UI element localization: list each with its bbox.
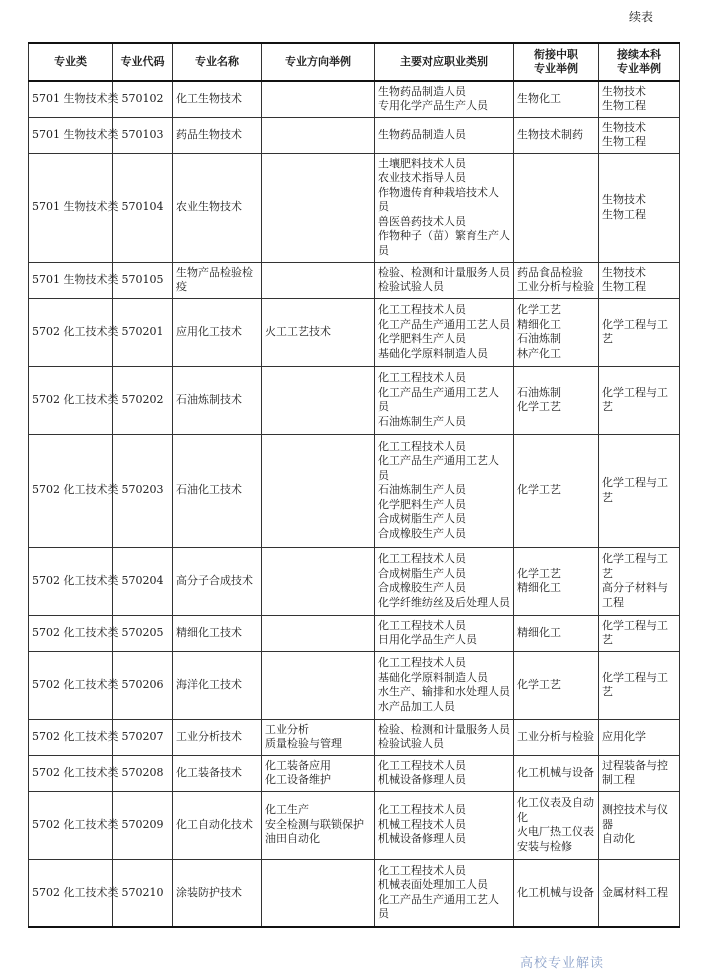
bachelor-cell xyxy=(599,651,680,719)
table-row xyxy=(29,615,680,651)
cell-line: 农业生物技术 xyxy=(176,200,242,214)
jobs-cell xyxy=(375,262,514,298)
cell-line: 化工工程技术人员 xyxy=(378,803,466,817)
direction-cell xyxy=(262,153,375,262)
secondary-cell xyxy=(514,298,599,366)
cell-line: 机械设备修理人员 xyxy=(378,773,466,786)
cell-line: 海洋化工技术 xyxy=(176,677,242,691)
cell-line: 员 xyxy=(378,907,389,921)
code-cell: 570104 xyxy=(113,153,173,262)
category-cell: 5702 化工技术类 xyxy=(29,859,113,927)
direction-cell xyxy=(262,262,375,298)
code-cell: 570203 xyxy=(113,434,173,547)
code-cell: 570208 xyxy=(113,755,173,791)
category-cell: 5701 生物技术类 xyxy=(29,81,113,117)
header-bachelor xyxy=(599,43,680,81)
name-cell xyxy=(173,366,262,434)
cell-line: 员 xyxy=(378,200,389,214)
jobs-cell xyxy=(375,859,514,927)
direction-cell xyxy=(262,298,375,366)
name-cell xyxy=(173,547,262,615)
cell-line: 化学工程与工 xyxy=(602,618,668,632)
category-cell: 5702 化工技术类 xyxy=(29,366,113,434)
header-code: 专业代码 xyxy=(113,43,173,81)
direction-cell xyxy=(262,117,375,153)
cell-line: 药品生物技术 xyxy=(176,127,242,141)
table-row xyxy=(29,719,680,755)
cell-line: 基础化学原料制造人员 xyxy=(378,346,488,360)
cell-line: 合成橡胶生产人员 xyxy=(378,581,466,594)
jobs-cell xyxy=(375,755,514,791)
code-cell: 570103 xyxy=(113,117,173,153)
cell-line: 化学工程与工 xyxy=(602,476,668,489)
cell-line: 生物技术 xyxy=(602,265,646,279)
cell-line: 员 xyxy=(378,400,389,413)
cell-line: 生物技术 xyxy=(602,193,646,206)
jobs-cell xyxy=(375,117,514,153)
cell-line: 化工生物技术 xyxy=(176,92,242,105)
cell-line: 化工产品生产通用工艺人 xyxy=(378,454,499,468)
bachelor-cell xyxy=(599,298,680,366)
cell-line: 自动化 xyxy=(602,832,635,846)
header-bachelor-line: 专业举例 xyxy=(617,62,661,75)
table-row xyxy=(29,651,680,719)
category-cell: 5702 化工技术类 xyxy=(29,547,113,615)
secondary-cell xyxy=(514,366,599,434)
cell-line: 检验试验人员 xyxy=(378,280,444,293)
cell-line: 安装与检修 xyxy=(517,839,572,853)
category-cell: 5701 生物技术类 xyxy=(29,262,113,298)
cell-line: 工业分析与检验 xyxy=(517,729,594,743)
cell-line: 工业分析与检验 xyxy=(517,280,594,293)
cell-line: 应用化工技术 xyxy=(176,324,242,338)
jobs-cell xyxy=(375,153,514,262)
secondary-cell xyxy=(514,434,599,547)
cell-line: 化工工程技术人员 xyxy=(378,371,466,384)
cell-line: 日用化学品生产人员 xyxy=(378,633,477,646)
code-cell: 570209 xyxy=(113,791,173,859)
cell-line: 林产化工 xyxy=(517,346,561,360)
table-row xyxy=(29,434,680,547)
cell-line: 石油炼制 xyxy=(517,385,561,399)
cell-line: 生物技术制药 xyxy=(517,127,583,141)
direction-cell xyxy=(262,719,375,755)
name-cell xyxy=(173,117,262,153)
secondary-cell xyxy=(514,719,599,755)
name-cell xyxy=(173,81,262,117)
cell-line: 员 xyxy=(378,468,389,482)
cell-line: 生物工程 xyxy=(602,135,646,148)
table-row xyxy=(29,262,680,298)
secondary-cell xyxy=(514,262,599,298)
cell-line: 化工工程技术人员 xyxy=(378,618,466,632)
cell-line: 生物工程 xyxy=(602,280,646,293)
watermark-text: 高校专业解读 xyxy=(520,956,605,971)
cell-line: 化工工程技术人员 xyxy=(378,863,466,877)
cell-line: 检验、检测和计量服务人员 xyxy=(378,265,510,279)
cell-line: 生物药品制造人员 xyxy=(378,127,466,141)
cell-line: 化学工艺 xyxy=(517,566,561,580)
cell-line: 化工工程技术人员 xyxy=(378,303,466,316)
cell-line: 机械设备修理人员 xyxy=(378,832,466,846)
cell-line: 化工仪表及自动 xyxy=(517,796,594,809)
jobs-cell xyxy=(375,719,514,755)
cell-line: 石油炼制 xyxy=(517,332,561,345)
secondary-cell xyxy=(514,117,599,153)
cell-line: 化工机械与设备 xyxy=(517,765,594,779)
cell-line: 检验、检测和计量服务人员 xyxy=(378,722,510,736)
header-secondary-line: 衔接中职 xyxy=(534,47,578,61)
cell-line: 艺 xyxy=(602,685,613,698)
secondary-cell xyxy=(514,615,599,651)
secondary-cell xyxy=(514,81,599,117)
name-cell xyxy=(173,859,262,927)
cell-line: 化工工程技术人员 xyxy=(378,439,466,453)
cell-line: 检验试验人员 xyxy=(378,737,444,750)
name-cell xyxy=(173,651,262,719)
jobs-cell xyxy=(375,366,514,434)
table-row xyxy=(29,366,680,434)
cell-line: 高分子合成技术 xyxy=(176,573,253,587)
bachelor-cell xyxy=(599,791,680,859)
cell-line: 应用化学 xyxy=(602,729,646,743)
cell-line: 化学工艺 xyxy=(517,483,561,497)
cell-line: 兽医兽药技术人员 xyxy=(378,214,466,228)
cell-line: 艺 xyxy=(602,633,613,646)
cell-line: 化工自动化技术 xyxy=(176,817,253,831)
cell-line: 测控技术与仪 xyxy=(602,803,668,817)
cell-line: 化 xyxy=(517,810,528,824)
bachelor-cell xyxy=(599,719,680,755)
direction-cell xyxy=(262,859,375,927)
cell-line: 涂装防护技术 xyxy=(176,885,242,899)
code-cell: 570202 xyxy=(113,366,173,434)
jobs-cell xyxy=(375,615,514,651)
cell-line: 化工设备维护 xyxy=(265,773,331,786)
cell-line: 化工产品生产通用工艺人 xyxy=(378,892,499,906)
jobs-cell xyxy=(375,651,514,719)
cell-line: 艺 xyxy=(602,490,613,504)
cell-line: 作物遗传育种栽培技术人 xyxy=(378,185,499,199)
code-cell: 570210 xyxy=(113,859,173,927)
header-row xyxy=(29,43,680,81)
table-row xyxy=(29,117,680,153)
header-direction: 专业方向举例 xyxy=(262,43,375,81)
cell-line: 疫 xyxy=(176,280,187,293)
bachelor-cell xyxy=(599,366,680,434)
cell-line: 艺 xyxy=(602,332,613,345)
continued-label: 续表 xyxy=(628,10,653,24)
cell-line: 生物药品制造人员 xyxy=(378,84,466,98)
direction-cell xyxy=(262,651,375,719)
category-cell: 5701 生物技术类 xyxy=(29,153,113,262)
cell-line: 机械工程技术人员 xyxy=(378,817,466,831)
bachelor-cell xyxy=(599,81,680,117)
secondary-cell xyxy=(514,859,599,927)
cell-line: 石油化工技术 xyxy=(176,483,242,497)
cell-line: 化学工艺 xyxy=(517,677,561,691)
category-cell: 5702 化工技术类 xyxy=(29,615,113,651)
code-cell: 570105 xyxy=(113,262,173,298)
category-cell: 5702 化工技术类 xyxy=(29,791,113,859)
cell-line: 工程 xyxy=(602,595,624,609)
header-bachelor-line: 接续本科 xyxy=(617,47,661,61)
cell-line: 水产品加工人员 xyxy=(378,699,455,713)
name-cell xyxy=(173,298,262,366)
cell-line: 化工工程技术人员 xyxy=(378,552,466,565)
name-cell xyxy=(173,153,262,262)
category-cell: 5702 化工技术类 xyxy=(29,719,113,755)
header-name: 专业名称 xyxy=(173,43,262,81)
cell-line: 土壤肥料技术人员 xyxy=(378,156,466,170)
header-secondary-line: 专业举例 xyxy=(534,62,578,75)
cell-line: 精细化工 xyxy=(517,317,561,331)
secondary-cell xyxy=(514,791,599,859)
cell-line: 机械表面处理加工人员 xyxy=(378,878,488,892)
name-cell xyxy=(173,434,262,547)
cell-line: 制工程 xyxy=(602,773,635,786)
cell-line: 化工机械与设备 xyxy=(517,885,594,899)
cell-line: 水生产、输排和水处理人员 xyxy=(378,685,510,698)
bachelor-cell xyxy=(599,755,680,791)
cell-line: 石油炼制技术 xyxy=(176,392,242,406)
table-row xyxy=(29,81,680,117)
cell-line: 艺 xyxy=(602,566,613,580)
code-cell: 570205 xyxy=(113,615,173,651)
cell-line: 化学工程与工 xyxy=(602,552,668,565)
major-catalog-table xyxy=(28,42,680,928)
cell-line: 药品食品检验 xyxy=(517,265,583,279)
cell-line: 生物工程 xyxy=(602,99,646,113)
cell-line: 化工装备应用 xyxy=(265,758,331,772)
cell-line: 化工产品生产通用工艺人员 xyxy=(378,317,510,331)
code-cell: 570102 xyxy=(113,81,173,117)
cell-line: 生物技术 xyxy=(602,120,646,134)
cell-line: 金属材料工程 xyxy=(602,885,668,899)
code-cell: 570204 xyxy=(113,547,173,615)
cell-line: 合成橡胶生产人员 xyxy=(378,526,466,540)
table-row xyxy=(29,547,680,615)
jobs-cell xyxy=(375,547,514,615)
table-row xyxy=(29,153,680,262)
secondary-cell xyxy=(514,755,599,791)
cell-line: 火电厂热工仪表 xyxy=(517,825,594,838)
cell-line: 油田自动化 xyxy=(265,832,320,846)
cell-line: 精细化工 xyxy=(517,581,561,594)
cell-line: 器 xyxy=(602,817,613,831)
jobs-cell xyxy=(375,81,514,117)
code-cell: 570207 xyxy=(113,719,173,755)
cell-line: 化学肥料生产人员 xyxy=(378,497,466,511)
cell-line: 化工工程技术人员 xyxy=(378,758,466,772)
bachelor-cell xyxy=(599,117,680,153)
secondary-cell xyxy=(514,651,599,719)
cell-line: 化学工艺 xyxy=(517,400,561,413)
cell-line: 化学工程与工 xyxy=(602,385,668,399)
cell-line: 农业技术指导人员 xyxy=(378,171,466,185)
jobs-cell xyxy=(375,298,514,366)
bachelor-cell xyxy=(599,434,680,547)
bachelor-cell xyxy=(599,262,680,298)
bachelor-cell xyxy=(599,615,680,651)
cell-line: 生物工程 xyxy=(602,207,646,221)
direction-cell xyxy=(262,791,375,859)
direction-cell xyxy=(262,81,375,117)
secondary-cell xyxy=(514,547,599,615)
cell-line: 石油炼制生产人员 xyxy=(378,414,466,428)
header-jobs: 主要对应职业类别 xyxy=(375,43,514,81)
category-cell: 5702 化工技术类 xyxy=(29,298,113,366)
direction-cell xyxy=(262,366,375,434)
cell-line: 作物种子（苗）繁育生产人 xyxy=(378,229,510,243)
cell-line: 生物产品检验检 xyxy=(176,265,253,279)
name-cell xyxy=(173,755,262,791)
cell-line: 安全检测与联锁保护 xyxy=(265,817,364,831)
cell-line: 合成树脂生产人员 xyxy=(378,512,466,526)
cell-line: 精细化工技术 xyxy=(176,625,242,639)
cell-line: 工业分析技术 xyxy=(176,729,242,743)
cell-line: 工业分析 xyxy=(265,722,309,736)
table-row xyxy=(29,859,680,927)
bachelor-cell xyxy=(599,153,680,262)
cell-line: 化学工艺 xyxy=(517,303,561,316)
table-row xyxy=(29,791,680,859)
bachelor-cell xyxy=(599,547,680,615)
table-row xyxy=(29,298,680,366)
direction-cell xyxy=(262,615,375,651)
secondary-cell xyxy=(514,153,599,262)
cell-line: 化工工程技术人员 xyxy=(378,656,466,669)
name-cell xyxy=(173,719,262,755)
cell-line: 化工产品生产通用工艺人 xyxy=(378,385,499,399)
category-cell: 5702 化工技术类 xyxy=(29,434,113,547)
cell-line: 石油炼制生产人员 xyxy=(378,483,466,497)
cell-line: 基础化学原料制造人员 xyxy=(378,670,488,684)
cell-line: 专用化学产品生产人员 xyxy=(378,99,488,113)
name-cell xyxy=(173,262,262,298)
cell-line: 合成树脂生产人员 xyxy=(378,566,466,580)
cell-line: 化工生产 xyxy=(265,803,309,817)
cell-line: 生物化工 xyxy=(517,92,561,105)
direction-cell xyxy=(262,755,375,791)
category-cell: 5702 化工技术类 xyxy=(29,755,113,791)
cell-line: 精细化工 xyxy=(517,625,561,639)
jobs-cell xyxy=(375,791,514,859)
direction-cell xyxy=(262,434,375,547)
header-secondary xyxy=(514,43,599,81)
code-cell: 570201 xyxy=(113,298,173,366)
name-cell xyxy=(173,615,262,651)
bachelor-cell xyxy=(599,859,680,927)
header-category: 专业类 xyxy=(29,43,113,81)
cell-line: 高分子材料与 xyxy=(602,581,668,594)
category-cell: 5702 化工技术类 xyxy=(29,651,113,719)
jobs-cell xyxy=(375,434,514,547)
cell-line: 火工工艺技术 xyxy=(265,324,331,338)
cell-line: 化工装备技术 xyxy=(176,765,242,779)
cell-line: 质量检验与管理 xyxy=(265,737,342,750)
cell-line: 化学肥料生产人员 xyxy=(378,332,466,345)
direction-cell xyxy=(262,547,375,615)
cell-line: 化学纤维纺丝及后处理人员 xyxy=(378,595,510,609)
cell-line: 化学工程与工 xyxy=(602,670,668,684)
cell-line: 员 xyxy=(378,243,389,257)
name-cell xyxy=(173,791,262,859)
cell-line: 化学工程与工 xyxy=(602,317,668,331)
category-cell: 5701 生物技术类 xyxy=(29,117,113,153)
cell-line: 艺 xyxy=(602,400,613,413)
cell-line: 过程装备与控 xyxy=(602,758,668,772)
table-row xyxy=(29,755,680,791)
code-cell: 570206 xyxy=(113,651,173,719)
cell-line: 生物技术 xyxy=(602,84,646,98)
